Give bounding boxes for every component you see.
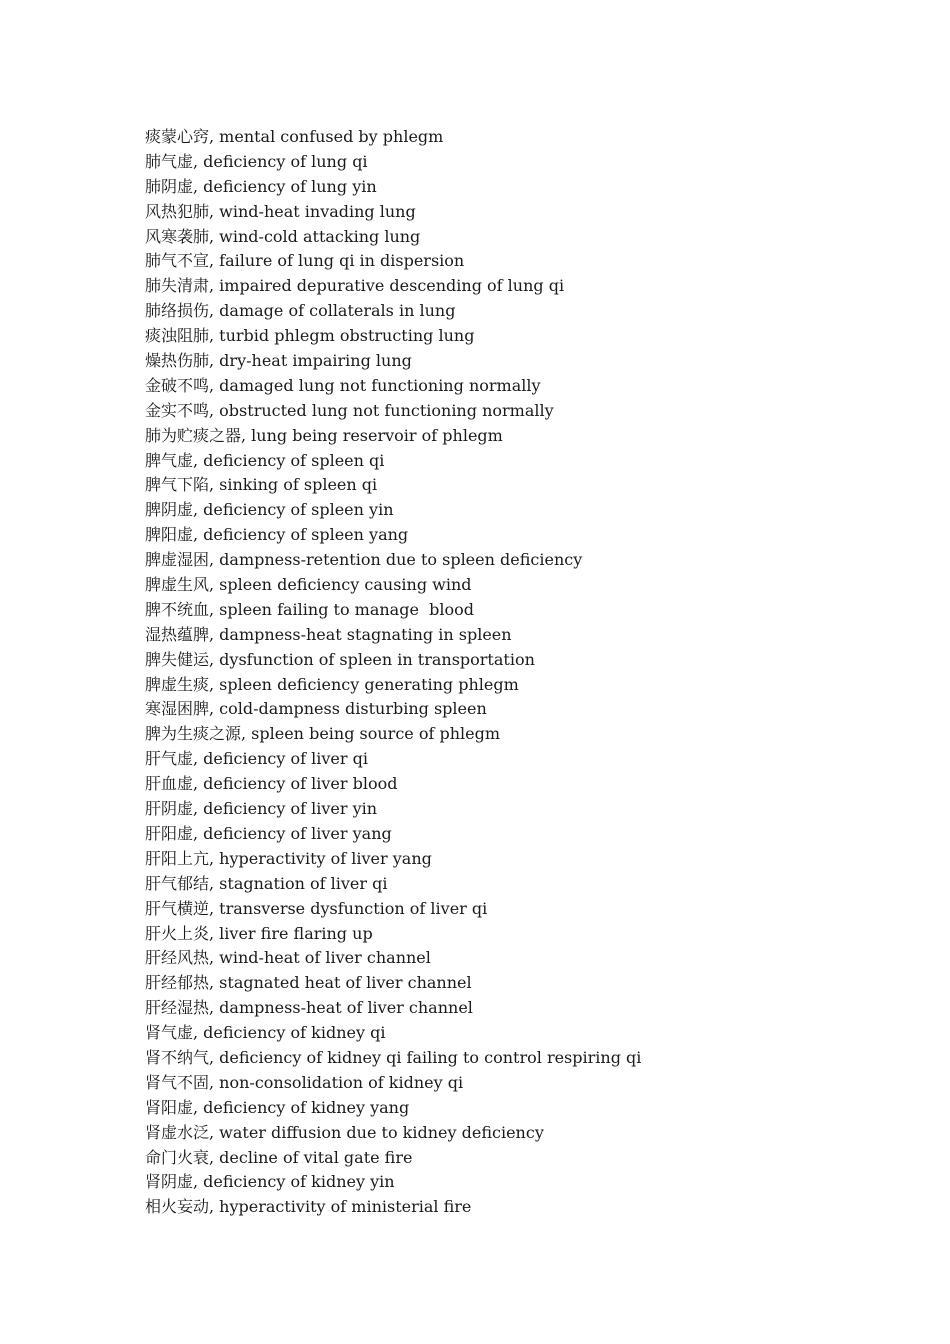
term-line: 痰蒙心窍, mental confused by phlegm	[145, 127, 444, 146]
term-line: 肺气不宣, failure of lung qi in dispersion	[145, 251, 465, 271]
term-line: 脾虚湿困, dampness-retention due to spleen deficiency	[145, 550, 583, 570]
term-line: 肝经郁热, stagnated heat of liver channel	[145, 973, 472, 993]
term-line: 脾虚生风, spleen deficiency causing wind	[145, 575, 472, 595]
term-line: 肝经风热, wind-heat of liver channel	[145, 948, 431, 968]
term-line: 肾气不固, non-consolidation of kidney qi	[145, 1072, 464, 1092]
term-line: 肾阴虚, deficiency of kidney yin	[145, 1172, 395, 1192]
term-line: 肝气横逆, transverse dysfunction of liver qi	[145, 898, 488, 918]
term-line: 肝经湿热, dampness-heat of liver channel	[145, 998, 473, 1018]
term-line: 燥热伤肺, dry-heat impairing lung	[145, 351, 412, 371]
term-line: 肾阳虚, deficiency of kidney yang	[145, 1097, 410, 1117]
term-line: 肝火上炎, liver fire flaring up	[145, 923, 373, 943]
term-line: 肝阳虚, deficiency of liver yang	[145, 823, 392, 843]
term-line: 脾气虚, deficiency of spleen qi	[145, 450, 385, 470]
term-line: 金破不鸣, damaged lung not functioning normally	[145, 375, 541, 395]
term-line: 肾虚水泛, water diffusion due to kidney deficiency	[145, 1122, 544, 1142]
term-line: 寒湿困脾, cold-dampness disturbing spleen	[145, 699, 487, 719]
term-line: 脾虚生痰, spleen deficiency generating phlegm	[145, 674, 519, 694]
term-line: 风热犯肺, wind-heat invading lung	[145, 201, 416, 221]
term-line: 脾气下陷, sinking of spleen qi	[145, 475, 378, 495]
term-line: 肾气虚, deficiency of kidney qi	[145, 1023, 386, 1043]
term-line: 命门火衰, decline of vital gate fire	[145, 1147, 413, 1167]
term-line: 肝气虚, deficiency of liver qi	[145, 749, 368, 769]
term-line: 肺失清肃, impaired depurative descending of lung qi	[145, 276, 565, 296]
term-line: 痰浊阻肺, turbid phlegm obstructing lung	[145, 326, 475, 346]
term-line: 肾不纳气, deficiency of kidney qi failing to control respiring qi	[145, 1047, 642, 1067]
term-line: 肝阳上亢, hyperactivity of liver yang	[145, 848, 432, 868]
term-line: 金实不鸣, obstructed lung not functioning normally	[145, 400, 554, 420]
term-line: 脾为生痰之源, spleen being source of phlegm	[145, 724, 501, 744]
term-list	[145, 125, 641, 1220]
term-line: 相火妄动, hyperactivity of ministerial fire	[145, 1197, 472, 1217]
term-line: 脾阴虚, deficiency of spleen yin	[145, 500, 394, 520]
term-line: 湿热蕴脾, dampness-heat stagnating in spleen	[145, 624, 512, 644]
term-line: 肺为贮痰之器, lung being reservoir of phlegm	[145, 425, 503, 445]
term-line: 脾不统血, spleen failing to manage blood	[145, 599, 474, 619]
term-line: 脾阳虚, deficiency of spleen yang	[145, 525, 409, 545]
term-line: 肝血虚, deficiency of liver blood	[145, 774, 398, 794]
term-line: 肺阴虚, deficiency of lung yin	[145, 176, 377, 196]
term-line: 肺气虚, deficiency of lung qi	[145, 151, 368, 171]
term-line: 风寒袭肺, wind-cold attacking lung	[145, 226, 421, 246]
term-line: 脾失健运, dysfunction of spleen in transportation	[145, 649, 535, 669]
term-line: 肝气郁结, stagnation of liver qi	[145, 873, 388, 893]
term-line: 肝阴虚, deficiency of liver yin	[145, 799, 378, 819]
term-line: 肺络损伤, damage of collaterals in lung	[145, 301, 456, 321]
